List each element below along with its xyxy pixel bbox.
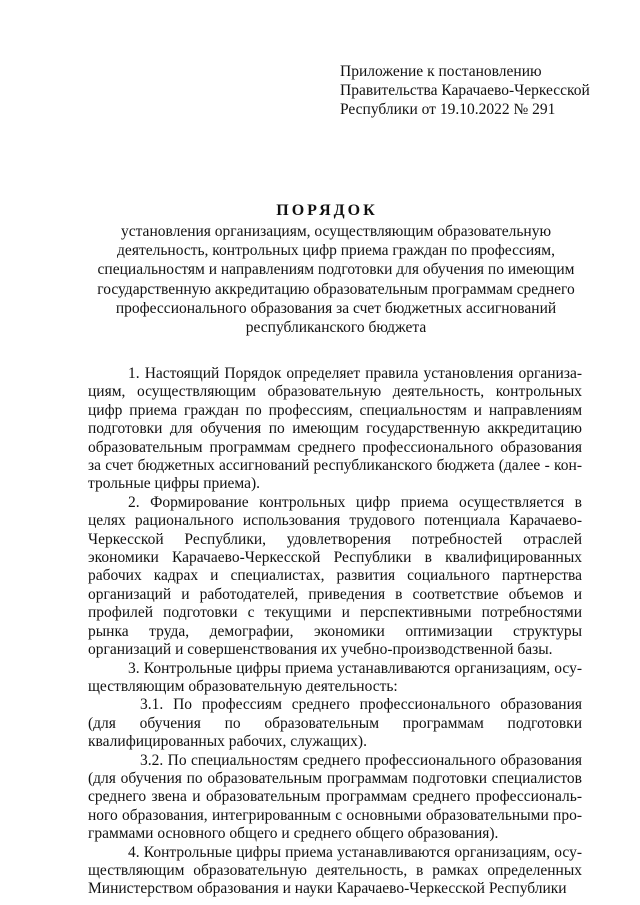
appendix-line-1: Приложение к постановлению bbox=[340, 63, 542, 80]
document-title: ПОРЯДОК bbox=[276, 202, 378, 219]
subtitle-line-2: деятельность, контрольных цифр приема граждан по профессиям, bbox=[117, 242, 555, 260]
document-body bbox=[88, 365, 582, 899]
paragraph-3-2: 3.2. По специальностям среднего профессионального образования (для обучения по образовательным программам подготовки специалистов среднего звена и образовательным программам среднего профессионального образования, интегрированным с основными образовательными программами основного общего и среднего общего образования). bbox=[88, 751, 582, 843]
paragraph-1: 1. Настоящий Порядок определяет правила установления организациям, осуществляющим образовательную деятельность, контрольных цифр приема граждан по профессиям, специальностям и направлениям подготовки для обучения по имеющим государственную аккредитацию образовательным программам среднего профессионального образования за счет бюджетных ассигнований республиканского бюджета (далее - контрольные цифры приема). bbox=[88, 365, 582, 493]
paragraph-3-1: 3.1. По профессиям среднего профессионального образования (для обучения по образовательным программам подготовки квалифицированных рабочих, служащих). bbox=[88, 696, 582, 751]
appendix-line-2: Правительства Карачаево-Черкесской bbox=[340, 82, 590, 99]
subtitle-line-6: республиканского бюджета bbox=[245, 319, 427, 337]
paragraph-2: 2. Формирование контрольных цифр приема осуществляется в целях рационального использования трудового потенциала Карачаево-Черкесской Республики, удовлетворения потребностей отраслей экономики Карачаево-Черкесской Республики в квалифицированных рабочих кадрах и специалистах, развития социального партнерства организаций и работодателей, приведения в соответствие объемов и профилей подготовки с текущими и перспективными потребностями рынка труда, демографии, экономики оптимизации структуры организаций и совершенствования их учебно-производственной базы. bbox=[88, 493, 582, 659]
paragraph-3: 3. Контрольные цифры приема устанавливаются организациям, осуществляющим образовательную деятельность: bbox=[88, 659, 582, 695]
subtitle-line-5: профессионального образования за счет бюджетных ассигнований bbox=[115, 299, 557, 317]
appendix-line-3: Республики от 19.10.2022 № 291 bbox=[340, 101, 556, 118]
document-subtitle bbox=[96, 222, 576, 337]
appendix-note bbox=[340, 62, 620, 119]
subtitle-line-3: специальностям и направлениям подготовки для обучения по имеющим bbox=[97, 261, 575, 279]
paragraph-4: 4. Контрольные цифры приема устанавливаются организациям, осуществляющим образовательную деятельность, в рамках определенных Министерством образования и науки Карачаево-Черкесской Республики bbox=[88, 843, 582, 898]
subtitle-line-4: государственную аккредитацию образовательным программам среднего bbox=[97, 280, 575, 298]
subtitle-line-1: установления организациям, осуществляющим образовательную bbox=[120, 223, 552, 240]
